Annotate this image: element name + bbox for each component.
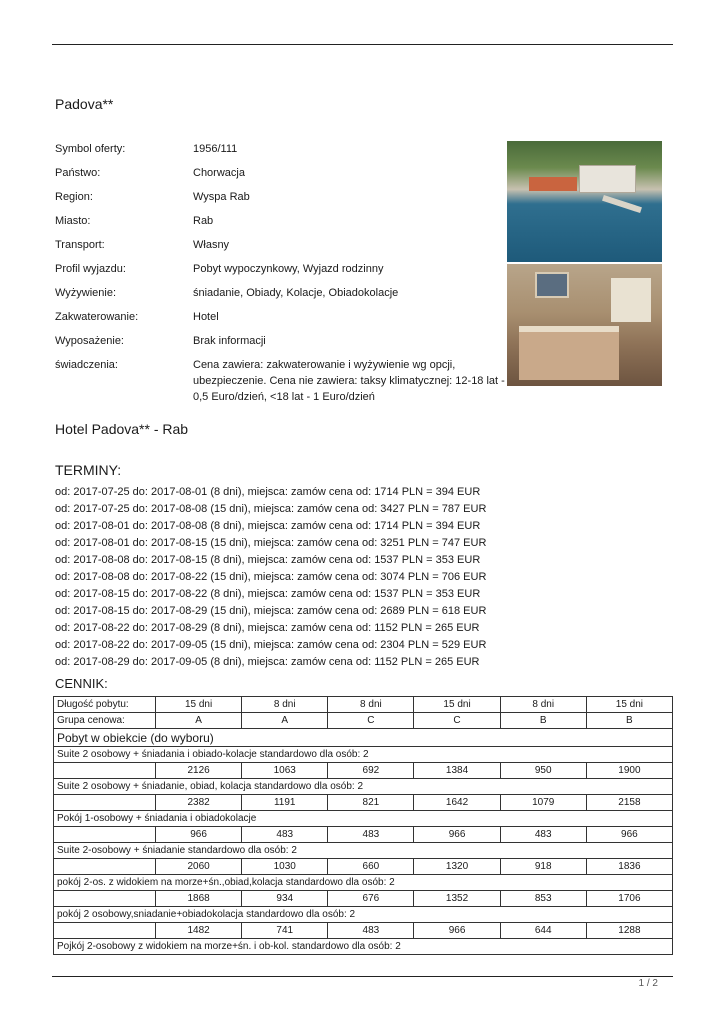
- price-cell: 1063: [242, 763, 328, 779]
- term-line: od: 2017-07-25 do: 2017-08-01 (8 dni), miejsca: zamów cena od: 1714 PLN = 394 EUR: [55, 486, 481, 498]
- info-row: [55, 261, 505, 277]
- table-row: [54, 729, 673, 747]
- term-line: od: 2017-08-08 do: 2017-08-22 (15 dni), miejsca: zamów cena od: 3074 PLN = 706 EUR: [55, 571, 487, 583]
- price-cell: 2382: [156, 795, 242, 811]
- table-row: [54, 811, 673, 827]
- group-cell: A: [156, 713, 242, 729]
- photo-detail: [602, 195, 642, 213]
- table-row: [54, 779, 673, 795]
- price-cell: 1836: [586, 859, 672, 875]
- info-value: śniadanie, Obiady, Kolacje, Obiadokolacje: [193, 287, 399, 299]
- photo-detail: [579, 165, 636, 193]
- duration-label: Długość pobytu:: [54, 697, 156, 713]
- term-line: od: 2017-08-29 do: 2017-09-05 (8 dni), miejsca: zamów cena od: 1152 PLN = 265 EUR: [55, 656, 480, 668]
- price-cell: 1320: [414, 859, 500, 875]
- price-cell: 1079: [500, 795, 586, 811]
- hotel-room-photo: [507, 264, 662, 386]
- price-cell: 692: [328, 763, 414, 779]
- terms-list: [55, 484, 486, 671]
- info-label: świadczenia:: [55, 359, 118, 371]
- duration-cell: 15 dni: [156, 697, 242, 713]
- term-line: od: 2017-07-25 do: 2017-08-08 (15 dni), miejsca: zamów cena od: 3427 PLN = 787 EUR: [55, 503, 487, 515]
- table-row: [54, 907, 673, 923]
- info-label: Region:: [55, 191, 93, 203]
- table-row: [54, 939, 673, 955]
- price-cell: 483: [328, 923, 414, 939]
- info-value: Własny: [193, 239, 230, 251]
- empty-cell: [54, 795, 156, 811]
- info-label: Zakwaterowanie:: [55, 311, 139, 323]
- room-name: Pokój 1-osobowy + śniadania i obiadokolacje: [54, 811, 673, 827]
- room-name: Suite 2 osobowy + śniadania i obiado-kolacje standardowo dla osób: 2: [54, 747, 673, 763]
- info-label: Symbol oferty:: [55, 143, 126, 155]
- price-heading: CENNIK:: [55, 676, 108, 691]
- offer-info: [55, 141, 505, 405]
- term-line: od: 2017-08-15 do: 2017-08-22 (8 dni), miejsca: zamów cena od: 1537 PLN = 353 EUR: [55, 588, 481, 600]
- duration-cell: 8 dni: [242, 697, 328, 713]
- price-cell: 676: [328, 891, 414, 907]
- group-cell: C: [328, 713, 414, 729]
- price-cell: 918: [500, 859, 586, 875]
- group-cell: A: [242, 713, 328, 729]
- price-cell: 483: [500, 827, 586, 843]
- price-cell: 2158: [586, 795, 672, 811]
- price-cell: 966: [156, 827, 242, 843]
- photo-detail: [529, 177, 577, 191]
- info-row: [55, 309, 505, 325]
- price-cell: 660: [328, 859, 414, 875]
- info-label: Transport:: [55, 239, 105, 251]
- room-name: Suite 2-osobowy + śniadanie standardowo dla osób: 2: [54, 843, 673, 859]
- table-row: [54, 713, 673, 729]
- empty-cell: [54, 859, 156, 875]
- price-cell: 1384: [414, 763, 500, 779]
- price-cell: 1900: [586, 763, 672, 779]
- info-label: Wyposażenie:: [55, 335, 124, 347]
- price-cell: 1642: [414, 795, 500, 811]
- table-row: [54, 763, 673, 779]
- price-cell: 1706: [586, 891, 672, 907]
- empty-cell: [54, 763, 156, 779]
- room-name: pokój 2 osobowy,sniadanie+obiadokolacja standardowo dla osób: 2: [54, 907, 673, 923]
- info-value: Pobyt wypoczynkowy, Wyjazd rodzinny: [193, 263, 384, 275]
- table-row: [54, 795, 673, 811]
- price-cell: 950: [500, 763, 586, 779]
- price-cell: 966: [414, 827, 500, 843]
- term-line: od: 2017-08-01 do: 2017-08-08 (8 dni), miejsca: zamów cena od: 1714 PLN = 394 EUR: [55, 520, 481, 532]
- room-name: Pojkój 2-osobowy z widokiem na morze+śn. i ob-kol. standardowo dla osób: 2: [54, 939, 673, 955]
- info-row: [55, 285, 505, 301]
- price-cell: 2126: [156, 763, 242, 779]
- group-cell: B: [500, 713, 586, 729]
- price-cell: 2060: [156, 859, 242, 875]
- price-cell: 483: [242, 827, 328, 843]
- group-label: Grupa cenowa:: [54, 713, 156, 729]
- info-value: 1956/111: [193, 143, 238, 155]
- hotel-name-heading: Hotel Padova** - Rab: [55, 421, 189, 437]
- info-label: Państwo:: [55, 167, 101, 179]
- price-cell: 1482: [156, 923, 242, 939]
- hotel-exterior-photo: [507, 141, 662, 262]
- info-label: Profil wyjazdu:: [55, 263, 126, 275]
- table-row: [54, 697, 673, 713]
- info-value: Wyspa Rab: [193, 191, 250, 203]
- duration-cell: 15 dni: [414, 697, 500, 713]
- group-cell: C: [414, 713, 500, 729]
- price-cell: 483: [328, 827, 414, 843]
- room-name: pokój 2-os. z widokiem na morze+śn.,obiad,kolacja standardowo dla osób: 2: [54, 875, 673, 891]
- table-row: [54, 859, 673, 875]
- photo-detail: [611, 278, 651, 322]
- duration-cell: 8 dni: [328, 697, 414, 713]
- price-cell: 934: [242, 891, 328, 907]
- page-title: Padova**: [55, 96, 114, 112]
- info-row: [55, 141, 505, 157]
- info-value: Brak informacji: [193, 335, 266, 347]
- photo-detail: [535, 272, 569, 298]
- info-value: Hotel: [193, 311, 219, 323]
- price-cell: 853: [500, 891, 586, 907]
- price-cell: 644: [500, 923, 586, 939]
- page-number: 1 / 2: [638, 978, 658, 989]
- info-row: [55, 237, 505, 253]
- term-line: od: 2017-08-22 do: 2017-08-29 (8 dni), miejsca: zamów cena od: 1152 PLN = 265 EUR: [55, 622, 480, 634]
- price-cell: 821: [328, 795, 414, 811]
- term-line: od: 2017-08-22 do: 2017-09-05 (15 dni), miejsca: zamów cena od: 2304 PLN = 529 EUR: [55, 639, 487, 651]
- price-cell: 1868: [156, 891, 242, 907]
- price-cell: 966: [586, 827, 672, 843]
- duration-cell: 15 dni: [586, 697, 672, 713]
- room-name: Suite 2 osobowy + śniadanie, obiad, kolacja standardowo dla osób: 2: [54, 779, 673, 795]
- price-cell: 966: [414, 923, 500, 939]
- empty-cell: [54, 891, 156, 907]
- term-line: od: 2017-08-08 do: 2017-08-15 (8 dni), miejsca: zamów cena od: 1537 PLN = 353 EUR: [55, 554, 481, 566]
- price-table: [53, 696, 673, 955]
- price-cell: 741: [242, 923, 328, 939]
- terms-heading: TERMINY:: [55, 462, 122, 478]
- info-row: [55, 357, 505, 405]
- info-row: [55, 333, 505, 349]
- info-value: Rab: [193, 215, 214, 227]
- table-row: [54, 891, 673, 907]
- info-row: [55, 213, 505, 229]
- price-cell: 1191: [242, 795, 328, 811]
- info-label: Miasto:: [55, 215, 91, 227]
- empty-cell: [54, 923, 156, 939]
- group-cell: B: [586, 713, 672, 729]
- info-value: Chorwacja: [193, 167, 245, 179]
- info-value: Cena zawiera: zakwaterowanie i wyżywienie wg opcji, ubezpieczenie. Cena nie zawiera: taksy klimatycznej: 12-18 lat - 0,5 Euro/dzień, <18 lat - 1 Euro/dzień: [193, 359, 505, 403]
- term-line: od: 2017-08-01 do: 2017-08-15 (15 dni), miejsca: zamów cena od: 3251 PLN = 747 EUR: [55, 537, 487, 549]
- duration-cell: 8 dni: [500, 697, 586, 713]
- info-row: [55, 189, 505, 205]
- table-row: [54, 875, 673, 891]
- price-cell: 1288: [586, 923, 672, 939]
- photo-detail: [519, 326, 619, 380]
- info-label: Wyżywienie:: [55, 287, 117, 299]
- table-row: [54, 827, 673, 843]
- top-rule: [52, 44, 673, 45]
- table-row: [54, 747, 673, 763]
- price-cell: 1352: [414, 891, 500, 907]
- stay-header: Pobyt w obiekcie (do wyboru): [54, 729, 673, 747]
- term-line: od: 2017-08-15 do: 2017-08-29 (15 dni), miejsca: zamów cena od: 2689 PLN = 618 EUR: [55, 605, 487, 617]
- empty-cell: [54, 827, 156, 843]
- table-row: [54, 843, 673, 859]
- price-cell: 1030: [242, 859, 328, 875]
- info-row: [55, 165, 505, 181]
- table-row: [54, 923, 673, 939]
- bottom-rule: [52, 976, 673, 977]
